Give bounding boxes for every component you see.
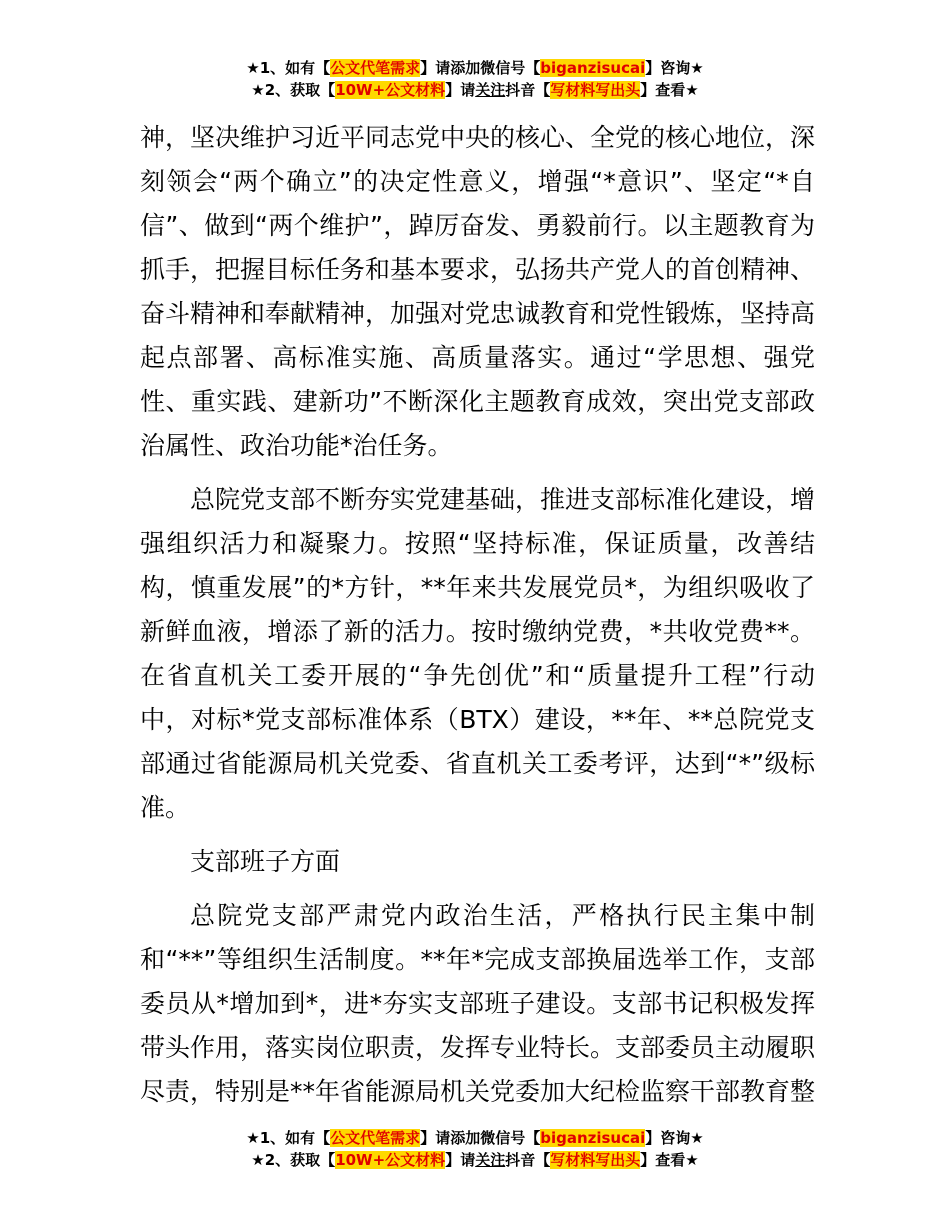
section-heading-branch-team: 支部班子方面 [190,847,341,876]
footer-line-2-suffix: 】查看★ [640,1151,699,1169]
header-banner [0,57,950,101]
footer-highlight-materials: 10W+公文材料 [335,1151,446,1169]
footer-line-1-suffix: 】咨询★ [645,1129,704,1147]
header-line-1-suffix: 】咨询★ [645,59,704,77]
header-line-1-prefix: ★1、如有【 [246,59,331,77]
header-underlined-follow: 关注 [475,81,506,99]
header-highlight-service: 公文代笔需求 [330,59,421,77]
footer-line-1-middle: 】请添加微信号【 [420,1129,541,1147]
footer-line-2-middle-a: 】请 [445,1151,476,1169]
footer-highlight-douyin-account: 写材料写出头 [550,1151,641,1169]
paragraph-continuation: 神，坚决维护习近平同志党中央的核心、全党的核心地位，深刻领会“两个确立”的决定性意义，增强“*意识”、坚定“*自信”、做到“两个维护”，踔厉奋发、勇毅前行。以主题教育为抓手，把握目标任务和基本要求，弘扬共产党人的首创精神、奋斗精神和奉献精神，加强对党忠诚教育和党性锻炼，坚持高起点部署、高标准实施、高质量落实。通过“学思想、强党性、重实践、建新功”不断深化主题教育成效，突出党支部政治属性、政治功能*治任务。 [140,123,816,460]
header-line-2-middle-a: 】请 [445,81,476,99]
footer-line-1-prefix: ★1、如有【 [246,1129,331,1147]
header-highlight-douyin-account: 写材料写出头 [550,81,641,99]
header-highlight-materials: 10W+公文材料 [335,81,446,99]
footer-highlight-wechat-id: biganzisucai [540,1129,646,1147]
header-line-1-middle: 】请添加微信号【 [420,59,541,77]
header-line-2-suffix: 】查看★ [640,81,699,99]
header-line-2-prefix: ★2、获取【 [251,81,336,99]
document-body [140,116,815,1114]
footer-line-1 [0,1127,950,1149]
paragraph-political-life: 总院党支部严肃党内政治生活，严格执行民主集中制和“**”等组织生活制度。**年*完成支部换届选举工作，支部委员从*增加到*，进*夯实支部班子建设。支部书记积极发挥带头作用，落实岗位职责，发挥专业特长。支部委员主动履职尽责，特别是**年省能源局机关党委加大纪检监察干部教育整 [140,901,816,1106]
header-line-2-middle-b: 抖音【 [505,81,551,99]
footer-line-2-middle-b: 抖音【 [505,1151,551,1169]
footer-highlight-service: 公文代笔需求 [330,1129,421,1147]
footer-underlined-follow: 关注 [475,1151,506,1169]
header-highlight-wechat-id: biganzisucai [540,59,646,77]
header-line-1 [0,57,950,79]
footer-banner [0,1127,950,1171]
paragraph-standardization: 总院党支部不断夯实党建基础，推进支部标准化建设，增强组织活力和凝聚力。按照“坚持标准，保证质量，改善结构，慎重发展”的*方针，**年来共发展党员*，为组织吸收了新鲜血液，增添了新的活力。按时缴纳党费，*共收党费**。在省直机关工委开展的“争先创优”和“质量提升工程”行动中，对标*党支部标准体系（BTX）建设，**年、**总院党支部通过省能源局机关党委、省直机关工委考评，达到“*”级标准。 [140,485,816,822]
footer-line-2 [0,1149,950,1171]
header-line-2 [0,79,950,101]
footer-line-2-prefix: ★2、获取【 [251,1151,336,1169]
